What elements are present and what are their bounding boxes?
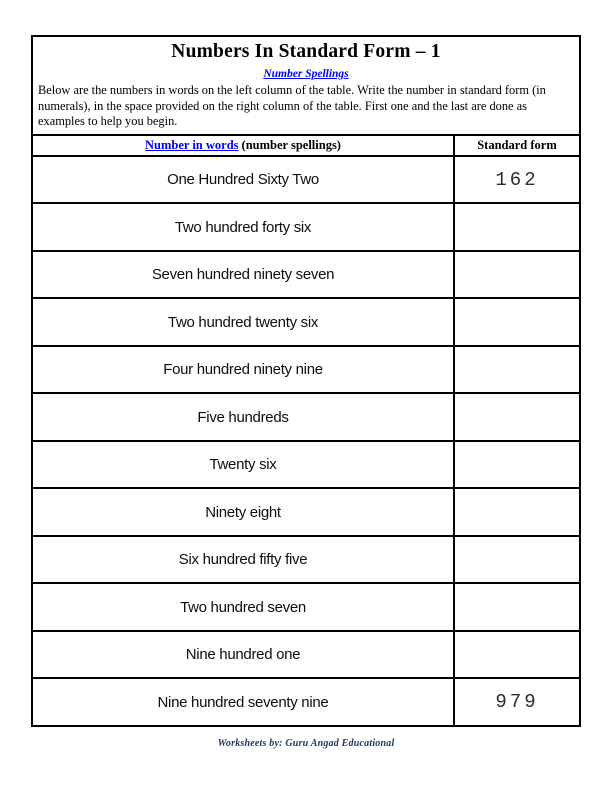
standard-form-cell — [455, 632, 579, 678]
table-row — [33, 157, 579, 205]
header-words-suffix: (number spellings) — [241, 137, 341, 152]
number-words-cell: Twenty six — [33, 442, 455, 488]
subtitle-wrap — [33, 64, 579, 82]
number-words-cell: Two hundred seven — [33, 584, 455, 630]
instructions-text: Below are the numbers in words on the left column of the table. Write the number in standard form (in numerals), in the space provided on the right column of the table. First one and the last are done as examples to help you begin. — [38, 83, 546, 129]
standard-form-cell — [455, 252, 579, 298]
table-row — [33, 299, 579, 347]
standard-form-cell: 979 — [495, 691, 539, 714]
table-row — [33, 584, 579, 632]
table-row — [33, 537, 579, 585]
number-words-cell: Two hundred twenty six — [33, 299, 455, 345]
number-words-cell: Seven hundred ninety seven — [33, 252, 455, 298]
standard-form-cell — [455, 537, 579, 583]
standard-form-cell — [455, 442, 579, 488]
table-row — [33, 204, 579, 252]
worksheet-table — [33, 136, 579, 725]
worksheet-sheet — [31, 35, 581, 727]
table-row — [33, 252, 579, 300]
number-words-cell: One Hundred Sixty Two — [33, 157, 455, 203]
standard-form-cell — [455, 394, 579, 440]
standard-form-cell: 162 — [495, 168, 539, 191]
standard-form-cell — [455, 299, 579, 345]
page-title: Numbers In Standard Form – 1 — [171, 41, 441, 62]
standard-form-cell — [455, 204, 579, 250]
number-words-cell: Four hundred ninety nine — [33, 347, 455, 393]
number-words-cell: Five hundreds — [33, 394, 455, 440]
number-words-cell: Nine hundred one — [33, 632, 455, 678]
standard-form-label: Standard form — [477, 137, 557, 152]
table-row — [33, 489, 579, 537]
number-words-cell: Two hundred forty six — [33, 204, 455, 250]
header-cell-words — [33, 136, 455, 155]
table-row — [33, 632, 579, 680]
number-words-cell: Six hundred fifty five — [33, 537, 455, 583]
worksheet-table-body — [33, 157, 579, 725]
footer-credit: Worksheets by: Guru Angad Educational — [217, 738, 395, 749]
table-row — [33, 394, 579, 442]
table-header-row — [33, 136, 579, 157]
subtitle-link[interactable]: Number Spellings — [263, 68, 349, 80]
standard-form-cell — [455, 347, 579, 393]
table-row — [33, 679, 579, 725]
header-block — [33, 37, 579, 136]
table-row — [33, 347, 579, 395]
standard-form-cell — [455, 584, 579, 630]
number-words-cell: Ninety eight — [33, 489, 455, 535]
header-cell-standard — [455, 136, 579, 155]
standard-form-cell — [455, 489, 579, 535]
table-row — [33, 442, 579, 490]
number-in-words-link[interactable]: Number in words — [145, 137, 239, 152]
number-words-cell: Nine hundred seventy nine — [33, 679, 455, 725]
